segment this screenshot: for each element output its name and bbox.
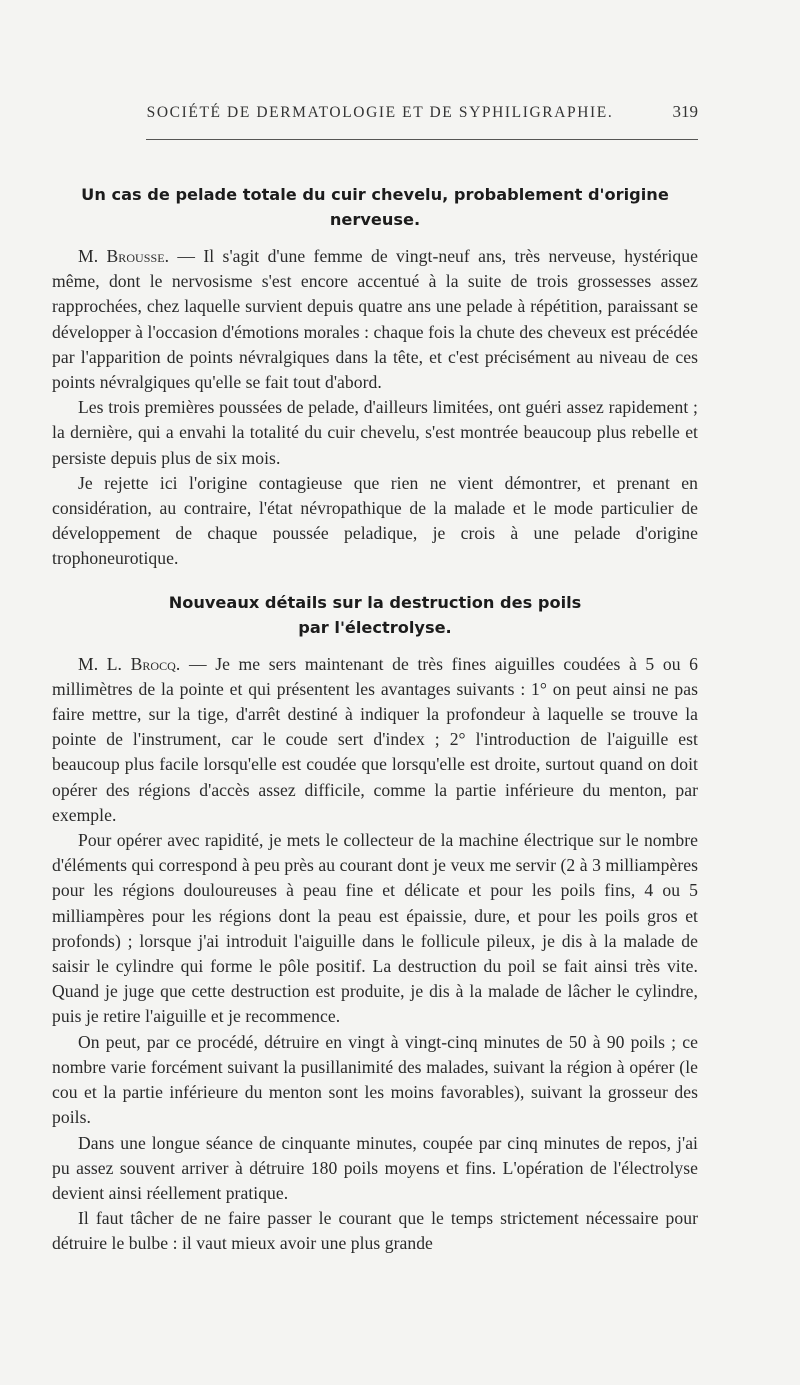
running-title: SOCIÉTÉ DE DERMATOLOGIE ET DE SYPHILIGRAPHIE. <box>146 104 614 121</box>
page-body <box>52 182 698 1257</box>
article1-title-line2: nerveuse. <box>329 210 421 229</box>
page-number: 319 <box>672 102 698 121</box>
article1-paragraph-2: Les trois premières poussées de pelade, d'ailleurs limitées, ont guéri assez rapidement ; la dernière, qui a envahi la totalité du cuir chevelu, s'est montrée beaucoup plus rebelle et persiste depuis plus de six mois. <box>52 397 698 468</box>
header-rule <box>146 139 698 140</box>
article1-paragraph-1 <box>52 244 698 395</box>
article2-paragraph-3: On peut, par ce procédé, détruire en vingt à vingt-cinq minutes de 50 à 90 poils ; ce nombre varie forcément suivant la pusillanimité des malades, suivant la région à opérer (le cou et la partie inférieure du menton sont les moins favorables), suivant la grosseur des poils. <box>52 1031 698 1128</box>
running-head <box>62 104 698 128</box>
article2-title <box>52 590 698 640</box>
article1-paragraph-1-text: — Il s'agit d'une femme de vingt-neuf ans, très nerveuse, hystérique même, dont le nervosisme s'est encore accentué à la suite de trois grossesses assez rapprochées, chez laquelle survient depuis quatre ans une pelade à répétition, paraissant se développer à l'occasion d'émotions morales : chaque fois la chute des cheveux est précédée par l'apparition de points névralgiques dans la tête, et c'est précisément au niveau de ces points névralgiques qu'elle se fait tout d'abord. <box>52 246 698 393</box>
article2-paragraph-1-text: — Je me sers maintenant de très fines aiguilles coudées à 5 ou 6 millimètres de la pointe et qui présentent les avantages suivants : 1° on peut ainsi ne pas faire mettre, sur la tige, d'arrêt destiné à indiquer la profondeur à laquelle se trouve la pointe de l'instrument, car le coude sert d'index ; 2° l'introduction de l'aiguille est beaucoup plus facile lorsqu'elle est coudée que lorsqu'elle est droite, surtout quand on doit opérer des régions d'accès assez difficile, comme la partie inférieure du menton, par exemple. <box>52 653 698 825</box>
article2-paragraph-4: Dans une longue séance de cinquante minutes, coupée par cinq minutes de repos, j'ai pu assez souvent arriver à détruire 180 poils moyens et fins. L'opération de l'électrolyse devient ainsi réellement pratique. <box>52 1132 698 1203</box>
article2-paragraph-1 <box>52 652 698 828</box>
article2-paragraph-2: Pour opérer avec rapidité, je mets le collecteur de la machine électrique sur le nombre d'éléments qui correspond à peu près au courant dont je veux me servir (2 à 3 milliampères pour les régions douloureuses à peau fine et délicate et pour les poils fins, 4 ou 5 milliampères pour les régions dont la peau est épaissie, dure, et pour les poils gros et profonds) ; lorsque j'ai introduit l'aiguille dans le follicule pileux, je dis à la malade de saisir le cylindre qui forme le pôle positif. La destruction du poil se fait ainsi très vite. Quand je juge que cette destruction est produite, je dis à la malade de lâcher le cylindre, puis je retire l'aiguille et je recommence. <box>52 830 698 1027</box>
article1-title-line1: Un cas de pelade totale du cuir chevelu, probablement d'origine <box>81 185 669 204</box>
article2-paragraph-5: Il faut tâcher de ne faire passer le courant que le temps strictement nécessaire pour détruire le bulbe : il vaut mieux avoir une plus grande <box>52 1208 698 1254</box>
article2-title-line2: par l'électrolyse. <box>298 617 452 637</box>
article1-paragraph-3: Je rejette ici l'origine contagieuse que rien ne vient démontrer, et prenant en considération, au contraire, l'état névropathique de la malade et le mode particulier de développement de chaque poussée peladique, je crois à une pelade d'origine trophoneurotique. <box>52 472 698 569</box>
article2-speaker: M. L. Brocq. <box>78 653 181 674</box>
article1-title <box>52 182 698 232</box>
article1-speaker: M. Brousse. <box>78 246 170 266</box>
article2-title-line1: Nouveaux détails sur la destruction des poils <box>168 592 582 612</box>
